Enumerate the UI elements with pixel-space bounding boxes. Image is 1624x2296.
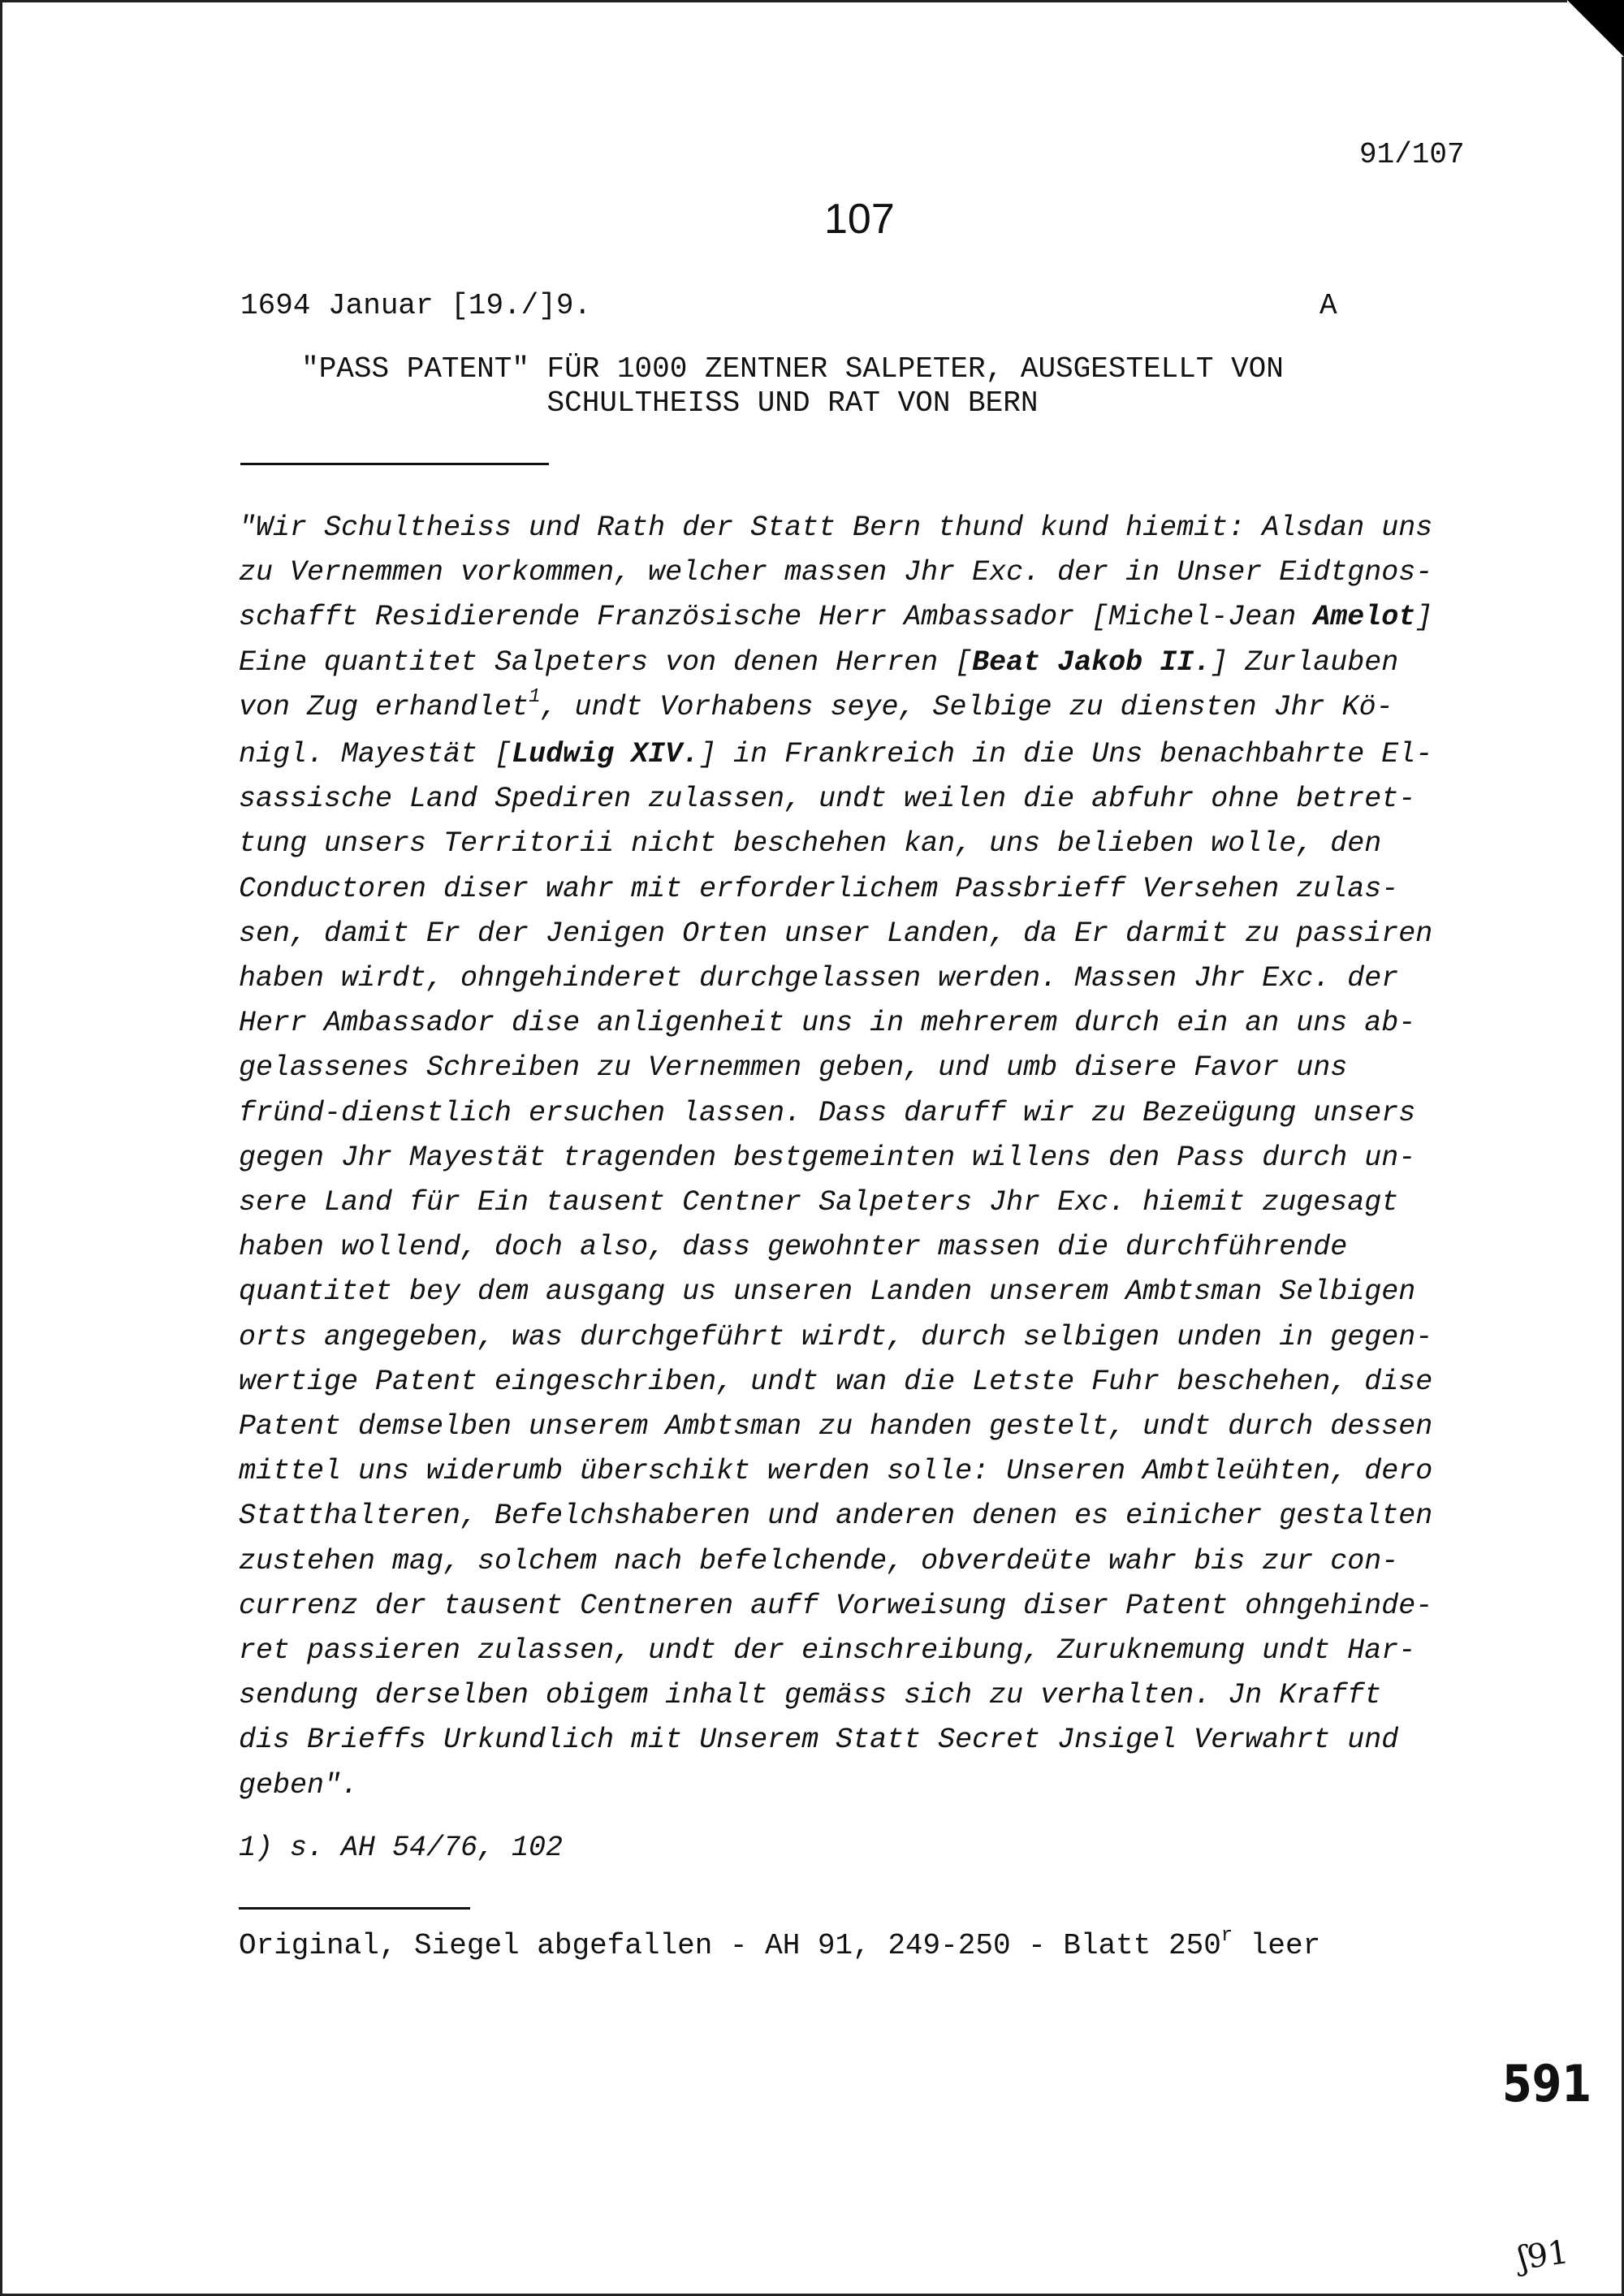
body-line [239,595,1432,640]
body-line: gegen Jhr Mayestät tragenden bestgemeinten willens den Pass durch un- [239,1141,1416,1174]
scan-edge-top [0,0,1567,2]
body-line [239,641,1432,685]
document-title [240,352,1345,421]
body-text: von Zug erhandlet [239,690,529,723]
scan-edge-left [0,0,2,2296]
footnote-divider [239,1907,470,1910]
body-line: sere Land für Ein tausent Centner Salpeters Jhr Exc. hiemit zugesagt [239,1186,1399,1219]
body-line: haben wirdt, ohngehinderet durchgelassen werden. Massen Jhr Exc. der [239,962,1399,995]
archive-stamp-number: 591 [1502,2054,1592,2113]
person-name: Ludwig XIV. [512,738,700,771]
body-text: ] in Frankreich in die Uns benachbahrte El- [699,738,1433,771]
person-name: Beat Jakob II. [972,645,1212,679]
body-line: sassische Land Spediren zulassen, undt weilen die abfuhr ohne betret- [239,783,1416,816]
body-line: currenz der tausent Centneren auff Vorweisung diser Patent ohngehinde- [239,1589,1433,1622]
title-divider [240,463,549,465]
body-text: schafft Residierende Französische Herr Ambassador [Michel-Jean [239,601,1314,634]
source-text: Original, Siegel abgefallen - AH 91, 249-250 - Blatt 250 [239,1929,1221,1962]
body-line: sendung derselben obigem inhalt gemäss sich zu verhalten. Jn Krafft [239,1679,1382,1712]
handwritten-folio-mark: ʃ91 [1516,2233,1571,2278]
body-line: sen, damit Er der Jenigen Orten unser Landen, da Er darmit zu passiren [239,917,1433,950]
body-line: wertige Patent eingeschriben, undt wan die Letste Fuhr beschehen, dise [239,1365,1433,1398]
body-line: Statthalteren, Befelchshaberen und anderen denen es einicher gestalten [239,1500,1433,1533]
body-line [239,685,1432,732]
body-line: Conductoren diser wahr mit erforderlichem Passbrieff Versehen zulas- [239,872,1399,905]
body-text: , undt Vorhabens seye, Selbige zu diensten Jhr Kö- [540,690,1393,723]
body-line [239,732,1432,777]
body-line: fründ-dienstlich ersuchen lassen. Dass daruff wir zu Bezeügung unsers [239,1096,1416,1129]
document-marker: A [1320,289,1337,322]
body-line: zu Vernemmen vorkommen, welcher massen Jhr Exc. der in Unser Eidtgnos- [239,556,1433,589]
body-line: Patent demselben unserem Ambtsman zu handen gestelt, undt durch dessen [239,1410,1433,1444]
body-line: quantitet bey dem ausgang us unseren Landen unserem Ambtsman Selbigen [239,1275,1416,1309]
body-line: orts angegeben, was durchgeführt wirdt, durch selbigen unden in gegen- [239,1320,1433,1353]
body-line: ret passieren zulassen, undt der einschreibung, Zuruknemung undt Har- [239,1634,1416,1668]
footnote-marker: 1 [529,685,541,708]
document-date: 1694 Januar [19./]9. [240,289,592,322]
body-line: haben wollend, doch also, dass gewohnter massen die durchführende [239,1231,1348,1264]
body-line: geben". [239,1768,359,1802]
body-line: tung unsers Territorii nicht beschehen kan, uns belieben wolle, den [239,827,1382,861]
title-line-1: "PASS PATENT" FÜR 1000 ZENTNER SALPETER, AUSGESTELLT VON [301,352,1284,386]
footnote: 1) s. AH 54/76, 102 [239,1832,564,1864]
source-note [239,1925,1321,1962]
body-line: gelassenes Schreiben zu Vernemmen geben, und umb disere Favor uns [239,1051,1348,1085]
body-text: nigl. Mayestät [ [239,738,512,771]
body-text: ] [1415,601,1433,634]
document-reference: 91/107 [1359,138,1465,171]
source-text-end: leer [1233,1929,1321,1962]
body-text: ] Zurlauben [1211,645,1399,679]
body-line: Herr Ambassador dise anligenheit uns in mehrerem durch ein an uns ab- [239,1007,1416,1040]
document-body [239,506,1432,1808]
recto-superscript: r [1220,1925,1233,1947]
title-line-2: SCHULTHEISS UND RAT VON BERN [546,386,1039,420]
person-name: Amelot [1313,601,1416,634]
body-line: "Wir Schultheiss und Rath der Statt Bern thund kund hiemit: Alsdan uns [239,511,1433,544]
folded-corner [1567,0,1624,57]
body-line: dis Brieffs Urkundlich mit Unserem Statt Secret Jnsigel Verwahrt und [239,1724,1399,1757]
body-text: Eine quantitet Salpeters von denen Herren [ [239,645,973,679]
body-line: mittel uns widerumb überschikt werden solle: Unseren Ambtleühten, dero [239,1455,1433,1488]
body-line: zustehen mag, solchem nach befelchende, obverdeüte wahr bis zur con- [239,1544,1399,1577]
page-number: 107 [824,196,895,243]
